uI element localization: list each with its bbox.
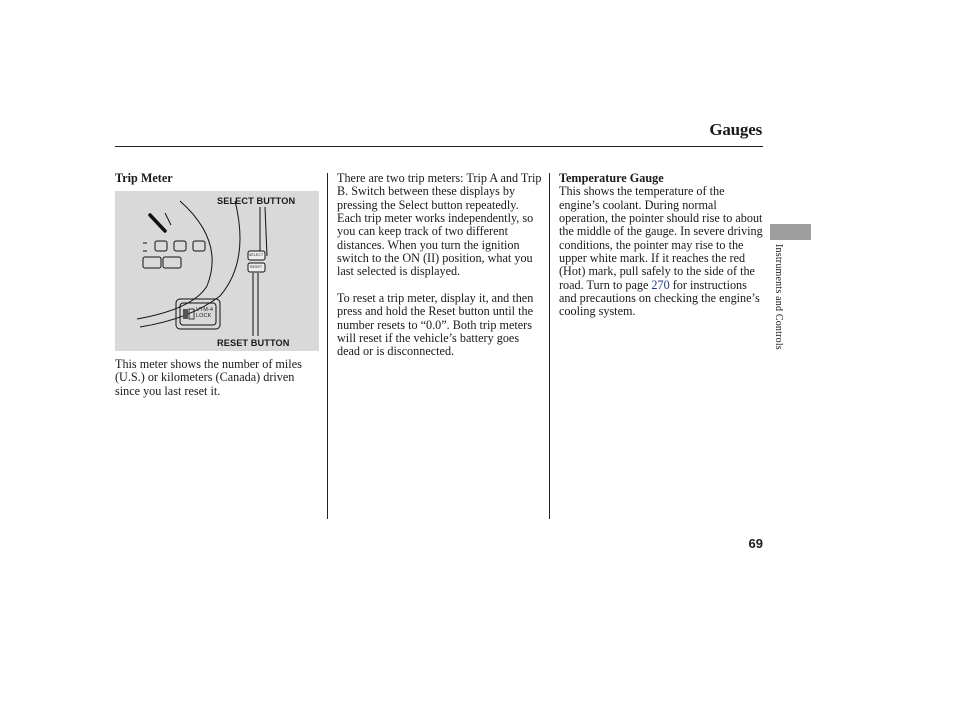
- page-title: Gauges: [709, 120, 762, 139]
- vtm-indicator-icon: [183, 309, 188, 319]
- trip-meter-figure: [115, 191, 319, 351]
- trip-meter-heading: Trip Meter: [115, 171, 173, 185]
- header-rule: [115, 146, 763, 147]
- temperature-gauge-heading: Temperature Gauge: [559, 171, 664, 185]
- column-divider-1: [327, 173, 328, 519]
- select-small-label: SELECT: [249, 253, 264, 257]
- trip-meter-body: This meter shows the number of miles (U.S.) or kilometers (Canada) driven since you last reset it.: [115, 357, 302, 398]
- indicator-box: [143, 257, 161, 268]
- dashboard-illustration: [115, 191, 319, 351]
- indicator-box: [163, 257, 181, 268]
- column-2: [337, 172, 543, 359]
- indicator-box: [155, 241, 167, 251]
- temperature-body-text: This shows the temperature of the engine’s coolant. During normal operation, the pointer should rise to about the middle of the gauge. In severe driving conditions, the pointer may rise to the upper white mark. If it reaches the red (Hot) mark, pull safely to the side of the road. Turn to page: [559, 184, 763, 292]
- section-side-tab: [770, 224, 811, 240]
- reset-small-label: RESET: [250, 265, 263, 269]
- vtm-label-line2: LOCK: [196, 313, 212, 319]
- gauge-arc-outer: [137, 201, 212, 319]
- page-270-link[interactable]: 270: [651, 277, 670, 292]
- reset-button-label: RESET BUTTON: [217, 338, 290, 348]
- temperature-body-text-end: for instructions and precautions on checking the engine’s cooling system.: [559, 277, 760, 319]
- trip-meter-paragraph-2: To reset a trip meter, display it, and then press and hold the Reset button until the number resets to “0.0”. Both trip meters will reset if the vehicle’s battery goes dead or is disconnected.: [337, 291, 534, 359]
- trip-meter-paragraph-1: There are two trip meters: Trip A and Trip B. Switch between these displays by pressing the Select button repeatedly. Each trip meter works independently, so you can keep track of two different distances. When you turn the ignition switch to the ON (II) position, what you last selected is displayed.: [337, 171, 542, 279]
- vtm-label-line1: VTM-4: [196, 307, 213, 313]
- column-3: [559, 172, 765, 319]
- gauge-needle: [150, 215, 165, 231]
- column-1: [115, 172, 319, 185]
- gauge-needle-2: [165, 213, 171, 225]
- section-side-label: Instruments and Controls: [773, 244, 784, 350]
- indicator-box: [193, 241, 205, 251]
- trip-meter-description: [115, 358, 319, 398]
- column-divider-2: [549, 173, 550, 519]
- page-number: 69: [748, 536, 763, 551]
- indicator-box: [174, 241, 186, 251]
- select-button-label: SELECT BUTTON: [217, 196, 296, 206]
- temperature-gauge-body: [559, 185, 765, 318]
